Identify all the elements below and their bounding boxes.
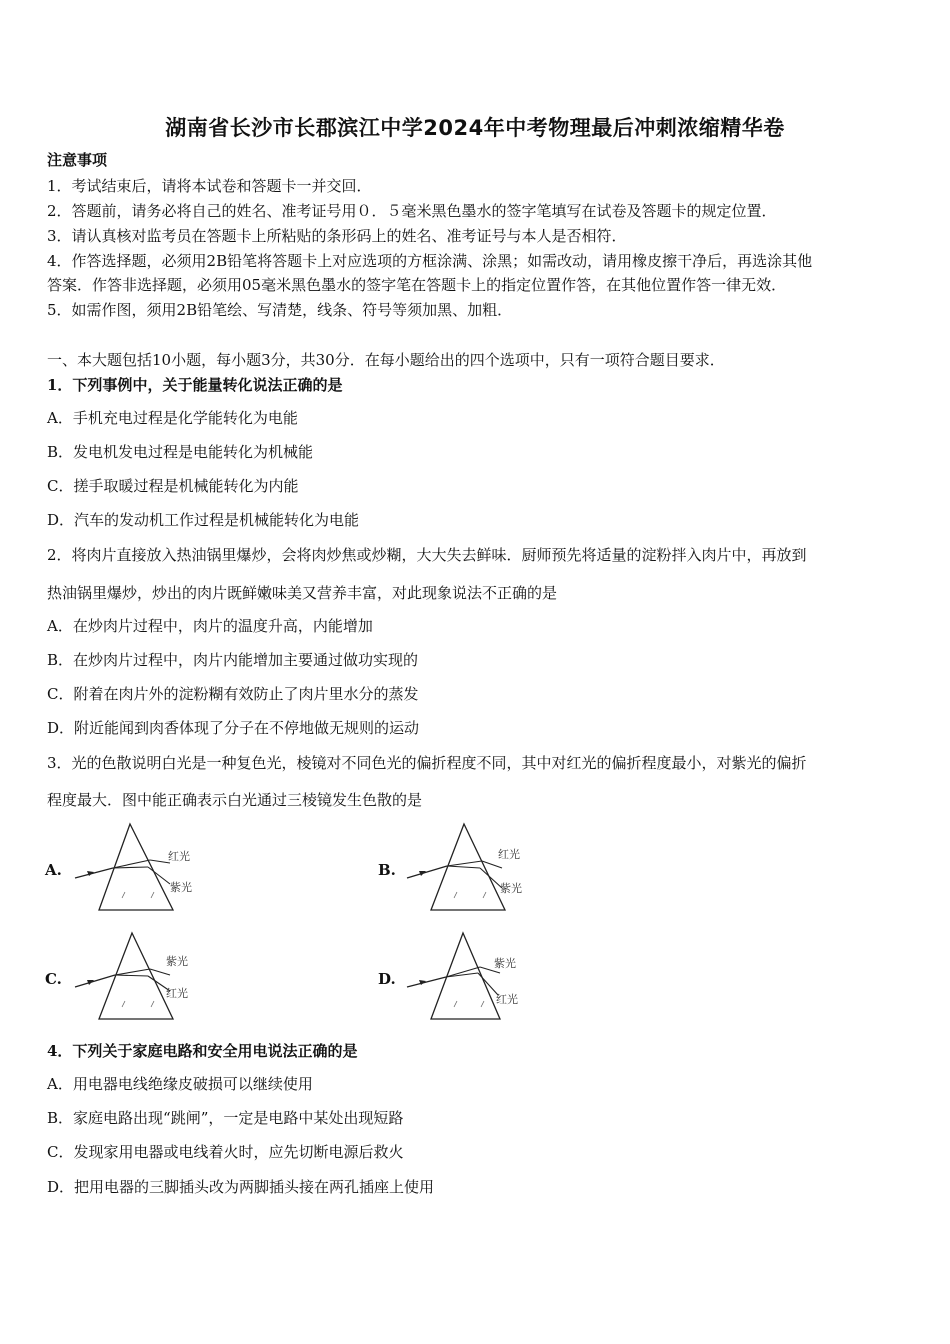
notice-item: 1．考试结束后，请将本试卷和答题卡一并交回． — [47, 177, 372, 195]
question-2-option-a: A．在炒肉片过程中，肉片的温度升高，内能增加 — [47, 617, 373, 635]
section-heading: 一、本大题包括10小题，每小题3分，共30分．在每小题给出的四个选项中，只有一项符合题目要求． — [47, 351, 725, 369]
question-1-option-a: A．手机充电过程是化学能转化为电能 — [47, 409, 298, 427]
prism-figure-d — [402, 929, 532, 1024]
figure-a-letter: A. — [45, 861, 62, 879]
question-2-option-b: B．在炒肉片过程中，肉片内能增加主要通过做功实现的 — [47, 651, 419, 669]
question-4-option-c: C．发现家用电器或电线着火时，应先切断电源后救火 — [47, 1143, 404, 1161]
question-1-option-d: D．汽车的发动机工作过程是机械能转化为电能 — [47, 511, 360, 529]
notice-heading: 注意事项 — [47, 151, 108, 169]
question-2-stem-line-2: 热油锅里爆炒，炒出的肉片既鲜嫩味美又营养丰富，对此现象说法不正确的是 — [47, 584, 558, 602]
question-4-stem: 4．下列关于家庭电路和安全用电说法正确的是 — [47, 1042, 358, 1060]
prism-figure-a — [70, 820, 200, 915]
figure-d-letter: D. — [378, 970, 396, 988]
notice-item: 4．作答选择题，必须用2B铅笔将答题卡上对应选项的方框涂满、涂黑；如需改动，请用橡皮擦干净后，再选涂其他 — [47, 252, 813, 270]
prism-figure-c — [70, 929, 200, 1024]
figure-a-top-label: 红光 — [168, 850, 190, 863]
question-2-option-d: D．附近能闻到肉香体现了分子在不停地做无规则的运动 — [47, 719, 420, 737]
question-1-option-b: B．发电机发电过程是电能转化为机械能 — [47, 443, 314, 461]
question-1-option-c: C．搓手取暖过程是机械能转化为内能 — [47, 477, 299, 495]
figure-d-bottom-label: 红光 — [496, 993, 518, 1006]
question-2-stem-line-1: 2．将肉片直接放入热油锅里爆炒，会将肉炒焦或炒糊，大大失去鲜味．厨师预先将适量的淀粉拌入肉片中，再放到 — [47, 546, 807, 564]
notice-item: 3．请认真核对监考员在答题卡上所粘贴的条形码上的姓名、准考证号与本人是否相符． — [47, 227, 627, 245]
page-title: 湖南省长沙市长郡滨江中学2024年中考物理最后冲刺浓缩精华卷 — [165, 116, 785, 140]
notice-item: 5．如需作图，须用2B铅笔绘、写清楚，线条、符号等须加黑、加粗． — [47, 301, 513, 319]
figure-c-letter: C. — [45, 970, 62, 988]
figure-c-bottom-label: 红光 — [166, 987, 188, 1000]
question-1-stem: 1．下列事例中，关于能量转化说法正确的是 — [47, 376, 343, 394]
figure-c-top-label: 紫光 — [166, 955, 188, 968]
question-4-option-b: B．家庭电路出现“跳闸”，一定是电路中某处出现短路 — [47, 1109, 404, 1127]
figure-b-top-label: 红光 — [498, 848, 520, 861]
notice-item: 2．答题前，请务必将自己的姓名、准考证号用０．５毫米黑色墨水的签字笔填写在试卷及答题卡的规定位置． — [47, 202, 777, 220]
question-4-option-d: D．把用电器的三脚插头改为两脚插头接在两孔插座上使用 — [47, 1178, 435, 1196]
figure-b-bottom-label: 紫光 — [500, 882, 522, 895]
figure-d-top-label: 紫光 — [494, 957, 516, 970]
notice-item: 答案．作答非选择题，必须用05毫米黑色墨水的签字笔在答题卡上的指定位置作答，在其他位置作答一律无效． — [47, 276, 787, 294]
prism-figure-b — [402, 820, 532, 915]
question-4-option-a: A．用电器电线绝缘皮破损可以继续使用 — [47, 1075, 313, 1093]
question-3-stem-line-2: 程度最大．图中能正确表示白光通过三棱镜发生色散的是 — [47, 791, 423, 809]
figure-a-bottom-label: 紫光 — [170, 881, 192, 894]
question-2-option-c: C．附着在肉片外的淀粉糊有效防止了肉片里水分的蒸发 — [47, 685, 419, 703]
question-3-stem-line-1: 3．光的色散说明白光是一种复色光，棱镜对不同色光的偏折程度不同，其中对红光的偏折程度最小，对紫光的偏折 — [47, 754, 807, 772]
figure-b-letter: B. — [378, 861, 396, 879]
